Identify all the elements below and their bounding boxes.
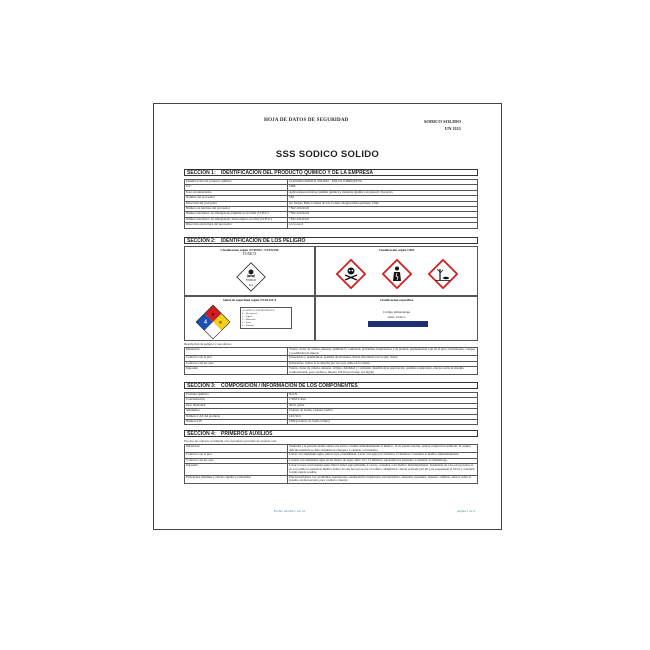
diamond-number: 6.1 <box>249 283 253 287</box>
footer-page: página 1 de 4 <box>456 509 475 513</box>
first-aid-row <box>185 463 478 475</box>
first-aid-row <box>185 475 478 483</box>
environment-hazard-icon <box>428 259 458 289</box>
nfpa-legend-line: 2 = Moderado <box>242 318 256 321</box>
nfpa-legend-line: CLASIFICACIÓN DE RIESGOS <box>242 309 275 312</box>
section-4-note: En caso de contacto accidental con el producto proceder de acuerdo con: <box>184 439 277 443</box>
section-1-table <box>184 179 478 229</box>
field-value: Aplicaciones técnicas (análisis químico), industria Química en general, Docencia <box>288 190 478 195</box>
header-product <box>424 118 461 132</box>
field-label: Inhalación <box>185 348 288 356</box>
field-value: Trasladar a la persona donde exista aire fresco. Llamar inmediatamente al médico. Si no puede respirar, aplicar respiración artificial. Si respira dificultosamente se debe suministrar Oxígeno. Consultar a un médico. <box>288 445 478 453</box>
field-label: Concentración <box>185 398 288 403</box>
ghs-box <box>315 246 478 296</box>
field-value: www.sss.cl <box>288 223 478 228</box>
nfpa-reactivity-value: 0 <box>219 319 222 325</box>
nfpa-legend <box>240 307 292 329</box>
skull-crossbones-icon <box>336 259 366 289</box>
field-label: Ingestión <box>185 366 288 374</box>
field-value: Tóxico, dolor de cabeza, náuseas, vértigo, debilidad y confusión. Insuficiencia respiratoria, paralisis respiratoria, efectos sobre el sistema cardiovascular, paro cardíaco, muerte. DL50 (oral rata): 6,4 mg/kg <box>288 366 478 374</box>
footer-date: Fecha: 04/2021, ver 01 <box>274 509 306 513</box>
field-label: Ingestión <box>185 463 288 475</box>
field-label: Identificación del producto químico <box>185 180 288 185</box>
section-1-number: SECCION 1: <box>187 170 216 176</box>
nfpa-legend-line: 4 = Extremo <box>242 324 254 327</box>
nfpa-legend-line: 1 = Ligero <box>242 315 253 318</box>
section-2-number: SECCION 2: <box>187 238 216 244</box>
section-3-header <box>184 382 478 389</box>
field-value: Tóxico, dolor de cabeza, náuseas, debilidad y confusión, problemas respiratorios y de presión, pigmentación rojo en la piel, convulsiones, colapso y posibilidad de muerte <box>288 348 478 356</box>
field-value: NaCN <box>288 393 478 398</box>
hazard-effect-row <box>185 366 478 374</box>
field-label: Principales síntomas y efectos agudos y retardados <box>185 475 288 483</box>
storage-code-value: Azul: Tóxico <box>387 314 406 319</box>
field-value: SSS <box>288 196 478 201</box>
field-label: Número telefónico de emergencias (Químicos en Chile (CITUC) <box>185 212 288 217</box>
field-value: 143-33-9 <box>288 414 478 419</box>
field-label: Sinónimos <box>185 409 288 414</box>
field-label: Dirección electrónica del proveedor <box>185 223 288 228</box>
field-label: Contacto con la piel <box>185 453 288 458</box>
field-label: Nombre del proveedor <box>185 196 288 201</box>
field-value: Lavarse con abundante agua en un chorro de agua, entre 10 y 15 minutos, separando los párpados. Consultar al oftalmólogo. <box>288 458 478 463</box>
field-value: Lavar la boca con bastante agua. Hacer beber agua (máximo 2 vasos), consultar a un médico inmediatamente. Solamente en caso excepcional, si no es posible la asistencia médica dentro de una hora provocar el vómito, administrar carbón activado (20-40 g en suspensión al 10%) y consultar lo más rápido posible. <box>288 463 478 475</box>
field-value: +562 22222222 <box>288 212 478 217</box>
nch382-box <box>184 246 315 296</box>
nfpa-box <box>184 296 315 341</box>
toxic-diamond-icon <box>235 261 267 293</box>
field-label: Contacto con los ojos <box>185 361 288 366</box>
nfpa-fire-value: 0 <box>211 311 215 317</box>
section-4-title: PRIMEROS AUXILIOS <box>221 431 273 437</box>
header-un-number: UN 1111 <box>444 126 461 131</box>
field-label: Número UN <box>185 419 288 424</box>
section-4-header <box>184 430 478 437</box>
nfpa-health-value: 4 <box>204 319 207 326</box>
diamond-label: TÓXICO <box>246 279 256 282</box>
header-title: HOJA DE DATOS DE SEGURIDAD <box>264 118 349 123</box>
field-value: +562 22222222 <box>288 206 478 211</box>
field-value: Irritaciones y quemaduras, posibles ulceraciones. Puede absorberse por la piel, tóxico <box>288 356 478 361</box>
section-4-number: SECCION 4: <box>187 431 216 437</box>
section-2-table <box>184 347 478 375</box>
section-3-number: SECCION 3: <box>187 383 216 389</box>
field-value: Llevar con abundante agua, retirar ropa contaminada. Lavar con agua por al menos 15 minutos. Consultar al médico inmediatamente. <box>288 453 478 458</box>
field-value: 1689 (Cianuro de Sodio Sólido) <box>288 419 478 424</box>
field-label: Contacto con la piel <box>185 356 288 361</box>
field-label: Contacto con los ojos <box>185 458 288 463</box>
health-hazard-icon <box>382 259 412 289</box>
section-2-note: Descripción de peligros y sus efectos <box>184 342 232 346</box>
field-label: Número de teléfono del proveedor <box>185 206 288 211</box>
document-page <box>153 103 502 530</box>
field-label: Número CAS del producto <box>185 414 288 419</box>
composition-row <box>185 419 478 424</box>
ghs-title: Clasificación según GHS <box>378 248 415 252</box>
section-1-title: IDENTIFICACIÓN DEL PRODUCTO QUÍMICO Y DE LA EMPRESA <box>221 170 373 176</box>
storage-color-bar <box>368 321 428 327</box>
field-label: Dirección del proveedor <box>185 201 288 206</box>
field-value: 49,01 g/mol <box>288 403 478 408</box>
section-3-table <box>184 392 478 425</box>
field-value: CIANURO SODICO SOLIDO – POLVO O BRIQUETA <box>288 180 478 185</box>
specific-class-title: Clasificación específica <box>379 298 414 302</box>
section-2-title: IDENTIFICACION DE LOS PELIGRO <box>221 238 306 244</box>
section-2-header <box>184 237 478 244</box>
field-label: UN <box>185 185 288 190</box>
field-value: Irritaciones, tóxico si se absorbe por los ojos, daño en la córnea <box>288 361 478 366</box>
field-value: ≥ 98,0% min <box>288 398 478 403</box>
specific-class-box <box>315 296 478 341</box>
storage-code-label: Código Almacenaje <box>383 310 410 314</box>
nfpa-legend-line: 0 = No especial <box>242 312 257 315</box>
field-label: Número telefónico de emergencias Toxicológica en Chile (CITUC) <box>185 217 288 222</box>
field-value: Av. Isidoro Belle Carmas de Las Condes, Región Metropolitana, Chile <box>288 201 478 206</box>
section-1-header <box>184 169 478 176</box>
section-4-table <box>184 444 478 484</box>
field-label: Inhalación <box>185 445 288 453</box>
field-label: Formula Química <box>185 393 288 398</box>
field-value: Efectos irritantes, tos, problemas respiratorios, insuficiencia respiratoria, inconsciencia, ansiedad, espasmos, náuseas, vómitos, efectos sobre el sistema cardiovascular, paro cardíaco, muerte. <box>288 475 478 483</box>
nfpa-legend-line: 3 = Serio <box>242 321 251 324</box>
field-value: Cianuro de Sodio; Cianuro Sódico <box>288 409 478 414</box>
header-product-name: SODICO SOLIDO <box>423 119 461 124</box>
document-title: SSS SODICO SOLIDO <box>275 149 380 160</box>
specific-class-text <box>316 310 477 319</box>
nfpa-title: Señal de seguridad según NCh1411/4 <box>222 298 277 302</box>
nch382-class: TOXICO <box>242 252 257 256</box>
field-label: Usos recomendados <box>185 190 288 195</box>
section-3-title: COMPOSICIÓN / INFORMACION DE LOS COMPONENTES <box>221 383 358 389</box>
field-value: +562 22222222 <box>288 217 478 222</box>
product-id-row <box>185 223 478 228</box>
nch382-title: Clasificación según NCH382 / NCH2190 <box>220 248 279 252</box>
field-label: Peso molecular <box>185 403 288 408</box>
nfpa-diamond-icon <box>195 304 231 340</box>
field-value: 1689 <box>288 185 478 190</box>
